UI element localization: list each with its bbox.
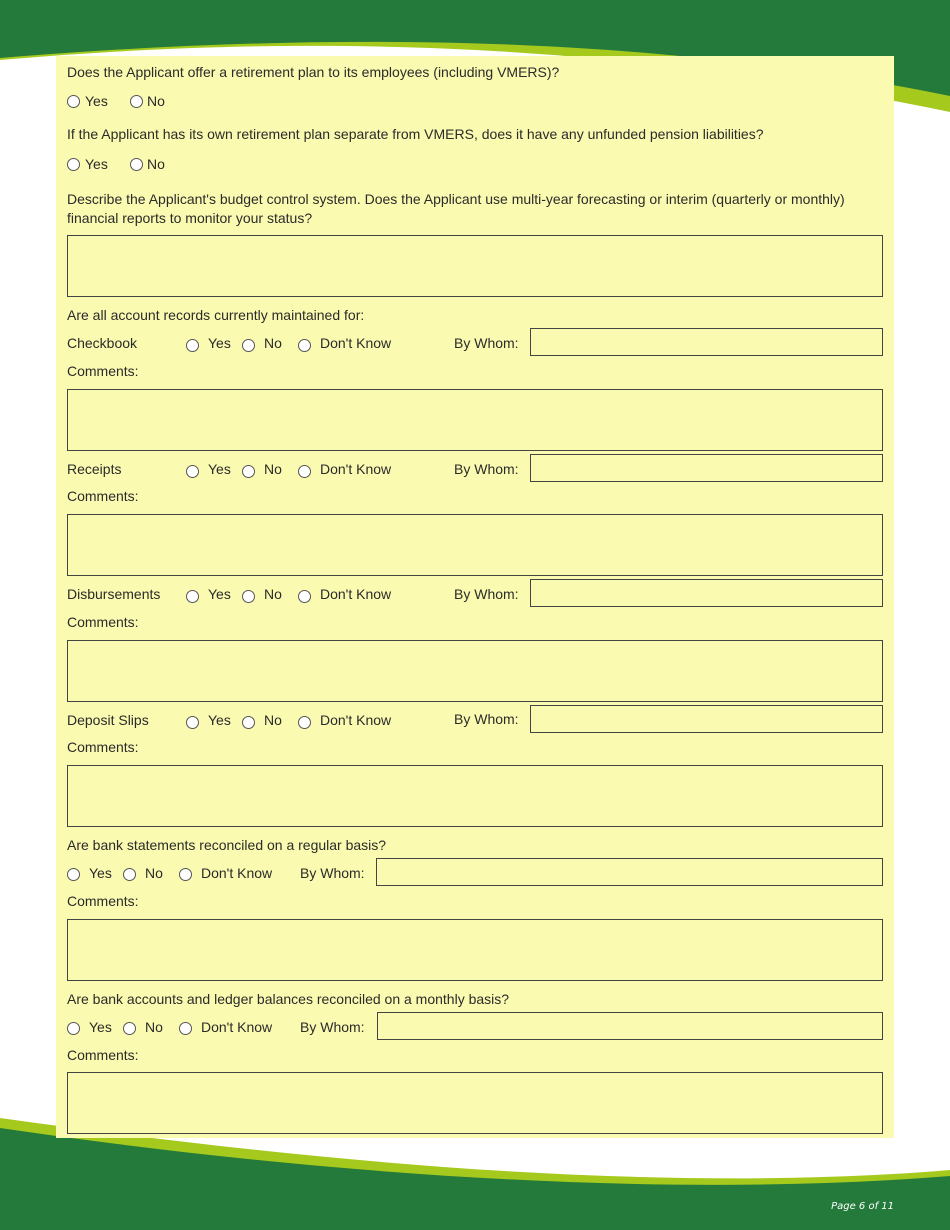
receipts-yes-label: Yes: [208, 461, 231, 477]
bank-statements-question: Are bank statements reconciled on a regular basis?: [67, 837, 387, 853]
retirement-plan-no-label: No: [147, 93, 165, 109]
unfunded-liabilities-yes-label: Yes: [85, 156, 108, 172]
deposit-slips-dont-know-label: Don't Know: [320, 712, 392, 728]
unfunded-liabilities-no-label: No: [147, 156, 165, 172]
disbursements-by-whom-label: By Whom:: [454, 586, 519, 602]
checkbook-yes-label: Yes: [208, 335, 231, 351]
bank-statements-by-whom-input[interactable]: [376, 858, 883, 886]
disbursements-by-whom-input[interactable]: [530, 579, 883, 607]
ledger-balances-no-label: No: [145, 1019, 163, 1035]
bank-statements-no-label: No: [145, 865, 163, 881]
receipts-dont-know-radio[interactable]: [298, 465, 311, 478]
disbursements-no-label: No: [264, 586, 282, 602]
receipts-comments-label: Comments:: [67, 488, 139, 504]
account-records-question: Are all account records currently maintained for:: [67, 307, 365, 323]
bank-statements-yes-label: Yes: [89, 865, 112, 881]
receipts-by-whom-input[interactable]: [530, 454, 883, 482]
ledger-balances-dont-know-label: Don't Know: [201, 1019, 273, 1035]
checkbook-dont-know-radio[interactable]: [298, 339, 311, 352]
bank-statements-yes-radio[interactable]: [67, 868, 80, 881]
receipts-yes-radio[interactable]: [186, 465, 199, 478]
ledger-balances-no-radio[interactable]: [123, 1022, 136, 1035]
deposit-slips-dont-know-radio[interactable]: [298, 716, 311, 729]
disbursements-yes-label: Yes: [208, 586, 231, 602]
receipts-comments-textarea[interactable]: [67, 514, 883, 576]
ledger-balances-question: Are bank accounts and ledger balances reconciled on a monthly basis?: [67, 991, 510, 1007]
disbursements-comments-textarea[interactable]: [67, 640, 883, 702]
ledger-balances-yes-label: Yes: [89, 1019, 112, 1035]
deposit-slips-yes-label: Yes: [208, 712, 231, 728]
deposit-slips-by-whom-label: By Whom:: [454, 711, 519, 727]
retirement-plan-yes-radio[interactable]: [67, 95, 80, 108]
retirement-plan-yes-label: Yes: [85, 93, 108, 109]
checkbook-label: Checkbook: [67, 335, 138, 351]
ledger-balances-yes-radio[interactable]: [67, 1022, 80, 1035]
disbursements-yes-radio[interactable]: [186, 590, 199, 603]
deposit-slips-yes-radio[interactable]: [186, 716, 199, 729]
checkbook-no-label: No: [264, 335, 282, 351]
bank-statements-by-whom-label: By Whom:: [300, 865, 365, 881]
page-number: Page 6 of 11: [831, 1201, 894, 1212]
retirement-plan-no-radio[interactable]: [130, 95, 143, 108]
bank-statements-comments-label: Comments:: [67, 893, 139, 909]
checkbook-yes-radio[interactable]: [186, 339, 199, 352]
receipts-label: Receipts: [67, 461, 122, 477]
checkbook-by-whom-input[interactable]: [530, 328, 883, 356]
unfunded-liabilities-no-radio[interactable]: [130, 158, 143, 171]
checkbook-no-radio[interactable]: [242, 339, 255, 352]
receipts-no-radio[interactable]: [242, 465, 255, 478]
deposit-slips-comments-textarea[interactable]: [67, 765, 883, 827]
checkbook-by-whom-label: By Whom:: [454, 335, 519, 351]
bank-statements-dont-know-label: Don't Know: [201, 865, 273, 881]
receipts-by-whom-label: By Whom:: [454, 461, 519, 477]
ledger-balances-dont-know-radio[interactable]: [179, 1022, 192, 1035]
unfunded-liabilities-question: If the Applicant has its own retirement plan separate from VMERS, does it have any unfunded pension liabilities?: [67, 126, 764, 142]
checkbook-dont-know-label: Don't Know: [320, 335, 392, 351]
bank-statements-no-radio[interactable]: [123, 868, 136, 881]
receipts-no-label: No: [264, 461, 282, 477]
deposit-slips-label: Deposit Slips: [67, 712, 149, 728]
budget-control-textarea[interactable]: [67, 235, 883, 297]
disbursements-dont-know-label: Don't Know: [320, 586, 392, 602]
deposit-slips-by-whom-input[interactable]: [530, 705, 883, 733]
ledger-balances-comments-label: Comments:: [67, 1047, 139, 1063]
deposit-slips-no-label: No: [264, 712, 282, 728]
deposit-slips-comments-label: Comments:: [67, 739, 139, 755]
financial-questionnaire-form: [56, 56, 894, 1138]
ledger-balances-by-whom-input[interactable]: [377, 1012, 883, 1040]
ledger-balances-by-whom-label: By Whom:: [300, 1019, 365, 1035]
deposit-slips-no-radio[interactable]: [242, 716, 255, 729]
receipts-dont-know-label: Don't Know: [320, 461, 392, 477]
bank-statements-comments-textarea[interactable]: [67, 919, 883, 981]
disbursements-label: Disbursements: [67, 586, 161, 602]
checkbook-comments-textarea[interactable]: [67, 389, 883, 451]
ledger-balances-comments-textarea[interactable]: [67, 1072, 883, 1134]
checkbook-comments-label: Comments:: [67, 363, 139, 379]
disbursements-dont-know-radio[interactable]: [298, 590, 311, 603]
budget-control-question: Describe the Applicant's budget control system. Does the Applicant use multi-year forecasting or interim (quarterly or monthly) financial reports to monitor your status?: [67, 191, 845, 226]
bank-statements-dont-know-radio[interactable]: [179, 868, 192, 881]
retirement-plan-question: Does the Applicant offer a retirement plan to its employees (including VMERS)?: [67, 64, 560, 80]
unfunded-liabilities-yes-radio[interactable]: [67, 158, 80, 171]
disbursements-comments-label: Comments:: [67, 614, 139, 630]
disbursements-no-radio[interactable]: [242, 590, 255, 603]
